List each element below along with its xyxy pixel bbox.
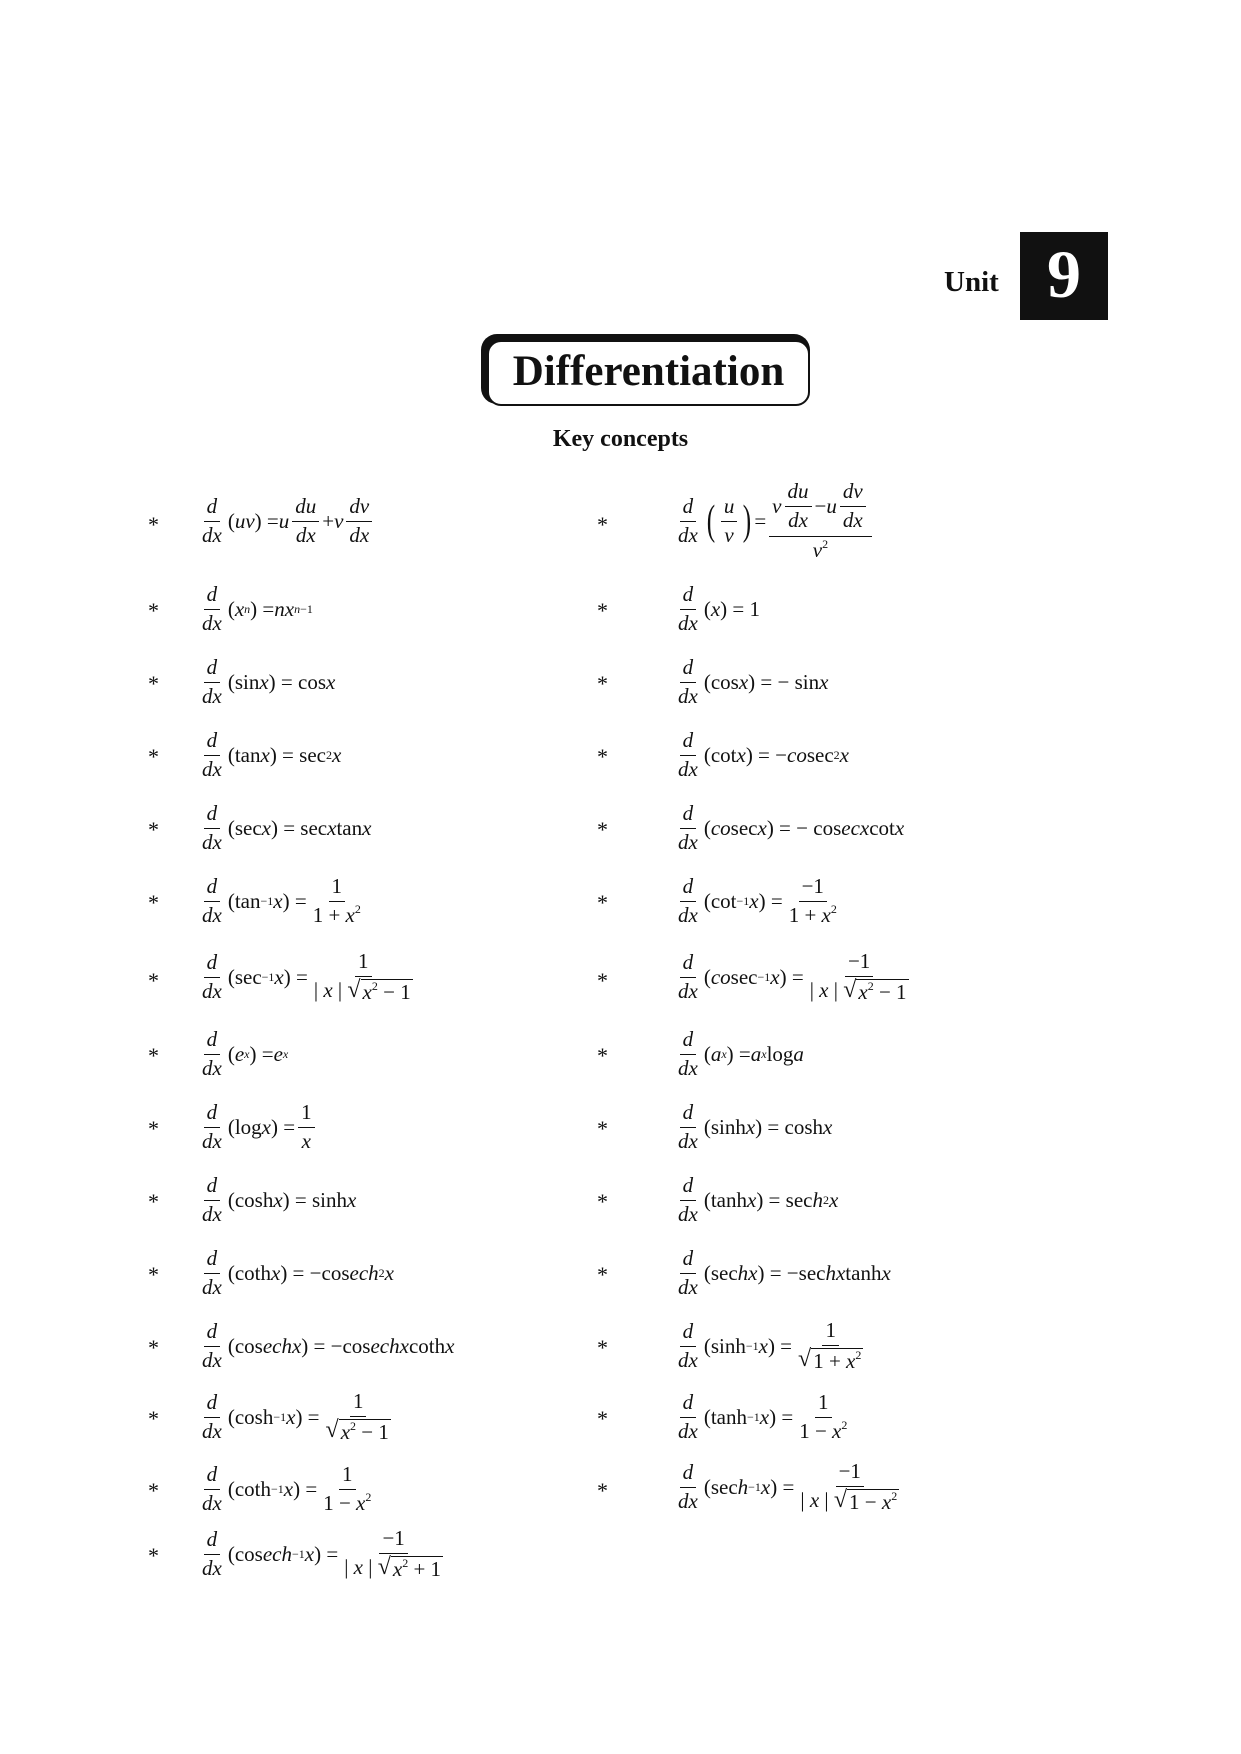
formula-x: $\frac{d}{dx}$ ( x ) = 1 <box>678 582 760 635</box>
bullet: * <box>597 890 608 915</box>
formula-coth: $\frac{d}{dx}$ (coth x ) = −cos ech 2 x <box>202 1246 394 1299</box>
bullet: * <box>148 1335 159 1360</box>
bullet: * <box>597 968 608 993</box>
formula-exp: $\frac{d}{dx}$ ( e x ) = e x <box>202 1027 289 1080</box>
formula-cosh: $\frac{d}{dx}$ (cosh x ) = sinh x <box>202 1173 357 1226</box>
bullet: * <box>597 1262 608 1287</box>
formula-log: $\frac{d}{dx}$ (log x ) = $\frac{1}{x}$ <box>196 1092 318 1162</box>
bullet: * <box>148 1262 159 1287</box>
bullet: * <box>148 744 159 769</box>
formula-tan: $\frac{d}{dx}$ (tan x ) = sec 2 x <box>202 728 342 781</box>
bullet: * <box>148 1043 159 1068</box>
formula-arctan: $\frac{d}{dx}$ (tan −1 x ) = $\frac{1}{1 + x^2}$ <box>202 874 361 927</box>
bullet: * <box>597 1043 608 1068</box>
bullet: * <box>148 817 159 842</box>
page-title: Differentiation <box>487 340 810 406</box>
bullet: * <box>148 1478 159 1503</box>
formula-arccosec: $\frac{d}{dx}$ ( co sec −1 x ) = −1 | x | √ $x^2 - 1$ <box>678 949 907 1004</box>
formula-sin: $\frac{d}{dx}$ (sin x ) = cos x <box>202 655 336 708</box>
bullet: * <box>597 598 608 623</box>
formula-quotient-rule: $\frac{d}{dx}$ ( $\frac{u}{v}$ ) = v $\frac{du}{dx}$ − u $\frac{dv}{dx}$ $v^2$ <box>672 476 875 566</box>
formula-arccoth: $\frac{d}{dx}$ (coth −1 x ) = $\frac{1}{1 - x^2}$ <box>202 1462 372 1515</box>
bullet: * <box>597 744 608 769</box>
bullet: * <box>148 1543 159 1568</box>
bullet: * <box>148 890 159 915</box>
bullet: * <box>597 1478 608 1503</box>
bullet: * <box>597 512 608 537</box>
formula-arcsech: $\frac{d}{dx}$ (sec h −1 x ) = −1 | x | √ $1 - x^2$ <box>678 1459 898 1514</box>
formula-sech: $\frac{d}{dx}$ (sec hx ) = −sec hx tanh x <box>678 1246 891 1299</box>
bullet: * <box>597 1335 608 1360</box>
bullet: * <box>597 817 608 842</box>
formula-a-pow-x: $\frac{d}{dx}$ ( a x ) = a x log a <box>678 1027 804 1080</box>
bullet: * <box>148 512 159 537</box>
formula-arccosech: $\frac{d}{dx}$ (cos ech −1 x ) = −1 | x | √ $x^2 + 1$ <box>202 1526 442 1581</box>
title-frame <box>481 334 818 412</box>
unit-number-badge: 9 <box>1020 232 1108 320</box>
formula-arcsec: $\frac{d}{dx}$ (sec −1 x ) = 1 | x | √ $x^2 - 1$ <box>202 949 411 1004</box>
unit-label: Unit <box>944 266 999 298</box>
bullet: * <box>148 968 159 993</box>
formula-arccot: $\frac{d}{dx}$ (cot −1 x ) = $\frac{-1}{1 + x^2}$ <box>678 874 837 927</box>
formula-arctanh: $\frac{d}{dx}$ (tanh −1 x ) = $\frac{1}{1 - x^2}$ <box>678 1390 848 1443</box>
bullet: * <box>597 1189 608 1214</box>
formula-sinh: $\frac{d}{dx}$ (sinh x ) = cosh x <box>678 1100 833 1153</box>
formula-tanh: $\frac{d}{dx}$ (tanh x ) = sec h 2 x <box>678 1173 839 1226</box>
section-subtitle: Key concepts <box>552 426 689 452</box>
bullet: * <box>597 671 608 696</box>
bullet: * <box>148 598 159 623</box>
formula-arcsinh: $\frac{d}{dx}$ (sinh −1 x ) = 1 √ $1 + x^2$ <box>678 1318 862 1373</box>
formula-product-rule: $\frac{d}{dx}$ ( uv ) = u $\frac{du}{dx}$ + v $\frac{dv}{dx}$ <box>196 486 375 556</box>
formula-power-rule: $\frac{d}{dx}$ ( x n ) = nx n−1 <box>202 582 313 635</box>
bullet: * <box>148 671 159 696</box>
formula-cot: $\frac{d}{dx}$ (cot x ) = − co sec 2 x <box>678 728 849 781</box>
bullet: * <box>597 1406 608 1431</box>
bullet: * <box>148 1116 159 1141</box>
formula-cosec: $\frac{d}{dx}$ ( co sec x ) = − cos ecx cot x <box>678 801 905 854</box>
formula-cosech: $\frac{d}{dx}$ (cos echx ) = −cos echx coth x <box>202 1319 455 1372</box>
bullet: * <box>597 1116 608 1141</box>
formula-arccosh: $\frac{d}{dx}$ (cosh −1 x ) = 1 √ $x^2 - 1$ <box>202 1389 389 1444</box>
formula-sec: $\frac{d}{dx}$ (sec x ) = sec x tan x <box>202 801 372 854</box>
bullet: * <box>148 1406 159 1431</box>
formula-cos: $\frac{d}{dx}$ (cos x ) = − sin x <box>678 655 829 708</box>
bullet: * <box>148 1189 159 1214</box>
